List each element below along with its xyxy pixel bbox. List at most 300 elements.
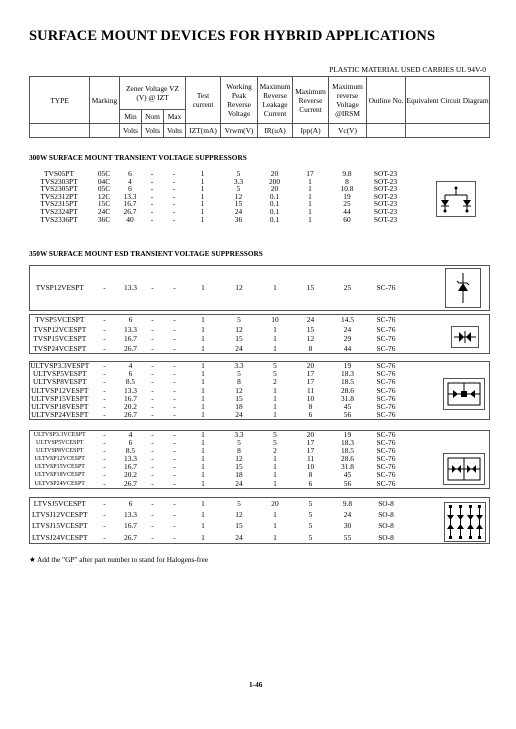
cell-type: TVS2324PT (40, 207, 78, 216)
cell-vz-min: 26.7 (124, 343, 137, 353)
table-row (30, 498, 490, 510)
cell-ipp: 8 (308, 471, 313, 480)
circuit-diagram-sot23 (436, 181, 476, 217)
cell-vz-min: 6 (128, 170, 132, 178)
cell-outline: SC-76 (376, 471, 396, 480)
cell-diagram (406, 431, 490, 440)
cell-test-current: 1 (201, 479, 205, 488)
cell-vz-nom: - (151, 386, 154, 395)
unit-vc: Vc(V) (329, 124, 367, 138)
cell-ipp: 11 (306, 386, 315, 395)
cell-vz-nom: - (151, 411, 154, 420)
col-outline: Outline No. (367, 77, 406, 124)
cell-ir: 5 (273, 430, 277, 439)
cell-vz-min: 26.7 (124, 479, 137, 488)
cell-vz-nom: - (150, 185, 154, 193)
cell-test-current: 1 (201, 463, 205, 472)
cell-outline: SC-76 (376, 455, 396, 464)
cell-vz-min: 6 (128, 439, 133, 448)
cell-ir: 20 (270, 185, 279, 193)
cell-marking: - (103, 370, 106, 379)
cell-vz-max: - (172, 207, 176, 216)
unit-izt: IZT(mA) (186, 124, 221, 138)
cell-vc: 18.3 (341, 439, 354, 448)
cell-vz-nom: - (151, 283, 154, 292)
cell-vrwm: 18 (235, 403, 243, 412)
cell-vz-min: 20.2 (124, 403, 137, 412)
cell-vz-max: - (173, 343, 176, 353)
cell-test-current: 1 (201, 510, 205, 520)
cell-vz-nom: - (151, 439, 154, 448)
cell-vrwm: 3.3 (233, 177, 244, 186)
cell-ipp: 12 (306, 334, 315, 344)
device-group-1 (29, 170, 489, 223)
cell-type: ULTVSP3.3VCESPT (33, 432, 86, 438)
cell-vc: 29 (343, 334, 352, 344)
cell-vrwm: 5 (237, 370, 241, 379)
cell-vz-nom: - (151, 455, 154, 464)
cell-ipp: 1 (308, 177, 312, 186)
cell-type: TVSP5VCESPT (35, 315, 85, 324)
cell-ir: 1 (273, 283, 277, 292)
cell-outline: SC-76 (376, 394, 396, 403)
table-row (30, 509, 490, 520)
cell-vrwm: 12 (234, 192, 243, 201)
cell-ipp: 6 (308, 411, 313, 420)
cell-test-current: 1 (201, 394, 205, 403)
cell-vz-min: 4 (128, 361, 133, 370)
cell-ipp: 5 (308, 532, 313, 542)
cell-ipp: 20 (306, 430, 315, 439)
cell-type: LTVSJ12VCESPT (31, 510, 88, 520)
cell-vc: 44 (343, 207, 351, 216)
cell-vz-nom: - (151, 343, 154, 353)
cell-outline: SOT-23 (373, 200, 398, 208)
circuit-diagram-tvsp-vcespt (451, 326, 479, 348)
cell-type: TVS2305PT (40, 185, 78, 193)
cell-outline: SC-76 (376, 343, 396, 353)
cell-vz-min: 13.3 (123, 192, 137, 201)
cell-test-current: 1 (201, 378, 205, 387)
cell-test-current: 1 (201, 283, 205, 292)
plastic-material-note: PLASTIC MATERIAL USED CARRIES UL 94V-0 (329, 65, 486, 74)
cell-ipp: 5 (308, 521, 313, 531)
cell-vz-min: 16.7 (124, 334, 137, 344)
cell-test-current: 1 (200, 192, 205, 201)
cell-vrwm: 12 (235, 455, 243, 464)
cell-ipp: 24 (306, 315, 315, 324)
cell-vz-max: - (173, 403, 176, 412)
cell-vz-max: - (173, 521, 176, 531)
cell-vz-nom: - (151, 447, 154, 456)
cell-vc: 55 (343, 532, 352, 542)
cell-vrwm: 12 (235, 510, 243, 520)
cell-vz-max: - (172, 200, 176, 208)
cell-vz-max: - (172, 170, 176, 178)
cell-vrwm: 5 (237, 439, 241, 448)
cell-type: ULTVSP8VESPT (32, 378, 87, 387)
cell-vz-nom: - (151, 430, 154, 439)
cell-vc: 24 (343, 324, 352, 334)
cell-vc: 60 (343, 215, 351, 224)
cell-outline: SOT-23 (373, 207, 398, 216)
cell-type: ULTVSP12VCESPT (34, 456, 85, 463)
cell-outline: SC-76 (376, 411, 396, 420)
cell-vrwm: 24 (235, 532, 243, 542)
cell-ir: 1 (273, 334, 277, 344)
cell-type: ULTVSP3.3VESPT (30, 361, 90, 370)
cell-ipp: 1 (308, 192, 312, 201)
cell-outline: SC-76 (376, 386, 396, 395)
col-max: Max (164, 110, 186, 124)
circuit-diagram-tvsp12vespt (445, 268, 481, 308)
cell-type: TVS2312PT (40, 192, 78, 201)
cell-ipp: 1 (308, 200, 312, 208)
table-row (29, 200, 489, 208)
cell-marking: - (103, 455, 106, 464)
cell-vz-max: - (173, 324, 176, 334)
col-marking: Marking (90, 77, 120, 124)
cell-vrwm: 18 (235, 471, 243, 480)
cell-type: ULTVSP15VESPT (31, 394, 89, 403)
cell-test-current: 1 (201, 439, 205, 448)
cell-test-current: 1 (201, 471, 205, 480)
cell-ir: 1 (273, 324, 277, 334)
table-row (30, 334, 490, 344)
cell-type: ULTVSP15VCESPT (34, 464, 85, 471)
cell-ir: 5 (273, 439, 277, 448)
unit-volts-nom: Volts (142, 124, 164, 138)
table-row (30, 411, 490, 420)
cell-outline: SC-76 (376, 334, 396, 344)
cell-vz-max: - (173, 510, 176, 520)
cell-test-current: 1 (201, 315, 205, 324)
cell-vrwm: 3.3 (234, 430, 244, 439)
col-equivalent-circuit: Equivalent Circuit Diagram (406, 77, 490, 124)
cell-marking: - (103, 430, 106, 439)
cell-test-current: 1 (200, 185, 205, 193)
cell-vz-max: - (173, 447, 176, 456)
cell-ipp: 8 (308, 343, 313, 353)
cell-vz-nom: - (151, 510, 154, 520)
cell-test-current: 1 (201, 447, 205, 456)
table-row (30, 378, 490, 386)
col-type: TYPE (30, 77, 90, 124)
cell-diagram (406, 411, 490, 420)
cell-vz-nom: - (151, 521, 154, 531)
cell-vz-max: - (173, 394, 176, 403)
page-number: 1-46 (249, 680, 263, 689)
table-row (30, 480, 490, 489)
cell-outline: SC-76 (376, 463, 396, 472)
cell-vz-nom: - (151, 315, 154, 324)
cell-vrwm: 5 (236, 185, 241, 193)
cell-vz-min: 13.3 (124, 455, 137, 464)
cell-vz-min: 13.3 (124, 510, 137, 520)
cell-vz-max: - (172, 177, 176, 186)
cell-vz-nom: - (151, 334, 154, 344)
cell-marking: - (103, 463, 106, 472)
unit-equivalent (406, 124, 490, 138)
col-leakage-current: Maximum Reverse Leakage Current (258, 77, 293, 124)
cell-vc: 19 (343, 430, 352, 439)
circuit-diagram-ultvsp-vespt (443, 378, 485, 410)
cell-vc: 24 (343, 510, 352, 520)
cell-marking: - (103, 532, 106, 542)
cell-vrwm: 24 (234, 207, 243, 216)
cell-type: TVSP24VCESPT (33, 343, 87, 353)
cell-marking: - (103, 471, 106, 480)
col-min: Min (120, 110, 142, 124)
cell-vz-min: 6 (128, 370, 133, 379)
cell-vz-min: 6 (128, 499, 133, 508)
cell-marking: - (103, 479, 106, 488)
cell-ir: 1 (273, 479, 277, 488)
cell-marking: - (103, 447, 106, 456)
cell-outline: SOT-23 (373, 170, 398, 178)
cell-ir: 1 (273, 521, 277, 531)
cell-type: ULTVSP24VESPT (31, 411, 89, 420)
cell-type: TVS2336PT (40, 215, 78, 224)
cell-vc: 9.8 (342, 170, 352, 178)
cell-vz-min: 6 (128, 185, 132, 193)
cell-vrwm: 8 (237, 378, 241, 387)
cell-outline: SC-76 (376, 370, 396, 379)
table-row (29, 208, 489, 216)
cell-vrwm: 15 (235, 521, 243, 531)
cell-vz-max: - (173, 455, 176, 464)
cell-outline: SOT-23 (373, 215, 398, 224)
cell-vz-max: - (173, 499, 176, 508)
cell-ir: 1 (273, 455, 277, 464)
cell-ipp: 10 (306, 463, 315, 472)
cell-vz-nom: - (150, 200, 154, 208)
cell-ipp: 10 (306, 394, 315, 403)
cell-vz-max: - (172, 185, 176, 193)
cell-ir: 1 (273, 403, 277, 412)
cell-ipp: 20 (306, 361, 315, 370)
cell-vc: 56 (343, 479, 352, 488)
cell-test-current: 1 (201, 411, 205, 420)
cell-ipp: 17 (306, 447, 315, 456)
cell-ipp: 1 (308, 207, 312, 216)
cell-vrwm: 15 (235, 334, 243, 344)
cell-outline: SC-76 (376, 447, 396, 456)
cell-vz-nom: - (151, 370, 154, 379)
table-row (30, 431, 490, 440)
cell-vz-nom: - (151, 532, 154, 542)
cell-vc: 45 (343, 403, 352, 412)
cell-diagram (405, 170, 489, 178)
cell-type: ULTVSP5VESPT (32, 370, 87, 379)
unit-type (30, 124, 90, 138)
cell-vc: 8 (345, 177, 349, 186)
cell-vrwm: 12 (235, 324, 243, 334)
cell-outline: SO-8 (378, 532, 394, 542)
cell-ipp: 11 (306, 455, 315, 464)
col-test-current: Test current (186, 77, 221, 124)
cell-vz-max: - (172, 215, 176, 224)
cell-vz-min: 6 (128, 315, 133, 324)
table-row (30, 370, 490, 378)
table-row (29, 170, 489, 178)
col-reverse-current: Maximum Reverse Current (293, 77, 329, 124)
cell-vz-min: 4 (128, 430, 133, 439)
cell-marking: - (103, 499, 106, 508)
table-row (30, 344, 490, 354)
cell-vc: 45 (343, 471, 352, 480)
cell-diagram (406, 315, 490, 325)
cell-diagram (406, 439, 490, 447)
cell-type: ULTVSP12VESPT (31, 386, 89, 395)
cell-outline: SC-76 (376, 361, 396, 370)
cell-vc: 28.6 (341, 386, 354, 395)
cell-vz-nom: - (150, 215, 154, 224)
cell-ir: 20 (270, 170, 279, 178)
cell-vc: 31.8 (341, 394, 354, 403)
cell-vz-min: 13.3 (124, 386, 137, 395)
cell-type: TVS05PT (44, 170, 74, 178)
cell-ir: 1 (273, 532, 277, 542)
cell-ir: 1 (273, 343, 277, 353)
cell-vz-max: - (173, 479, 176, 488)
cell-marking: 36C (97, 215, 111, 224)
cell-marking: - (103, 343, 106, 353)
cell-vz-nom: - (151, 499, 154, 508)
cell-ipp: 17 (306, 370, 315, 379)
table-row (29, 178, 489, 186)
cell-vc: 9.8 (342, 499, 353, 508)
cell-outline: SC-76 (376, 430, 396, 439)
cell-ir: 2 (273, 447, 277, 456)
col-reverse-voltage: Maximum reverse Voltage @IRSM (329, 77, 367, 124)
circuit-diagram-ultvsp-vcespt (443, 453, 485, 485)
cell-ir: 0.1 (269, 200, 280, 208)
cell-test-current: 1 (201, 370, 205, 379)
table-row (30, 403, 490, 411)
cell-vz-nom: - (150, 170, 154, 178)
cell-ir: 10 (271, 315, 279, 324)
table-row (29, 193, 489, 201)
page-title: SURFACE MOUNT DEVICES FOR HYBRID APPLICATIONS (29, 28, 436, 44)
cell-marking: - (103, 394, 106, 403)
cell-ir: 0.1 (269, 192, 280, 201)
table-row (30, 387, 490, 395)
cell-vz-nom: - (151, 403, 154, 412)
cell-ir: 5 (273, 370, 277, 379)
cell-vz-min: 16.7 (123, 200, 137, 208)
cell-vz-min: 13.3 (124, 324, 137, 334)
cell-test-current: 1 (201, 521, 205, 531)
cell-marking: - (103, 411, 106, 420)
cell-ir: 1 (273, 510, 277, 520)
cell-vz-min: 4 (128, 177, 132, 186)
cell-ipp: 8 (308, 403, 313, 412)
table-row (30, 362, 490, 371)
cell-vz-max: - (173, 430, 176, 439)
cell-ipp: 1 (308, 215, 312, 224)
cell-vz-max: - (173, 532, 176, 542)
cell-vz-max: - (173, 361, 176, 370)
cell-ir: 200 (268, 177, 281, 186)
cell-marking: 05C (97, 185, 111, 193)
cell-vrwm: 24 (235, 479, 243, 488)
cell-vrwm: 15 (235, 463, 243, 472)
cell-marking: - (103, 361, 106, 370)
cell-ipp: 15 (306, 324, 315, 334)
cell-vc: 25 (343, 200, 351, 208)
cell-vz-nom: - (150, 207, 154, 216)
cell-outline: SC-76 (376, 315, 396, 324)
table-row (30, 447, 490, 455)
cell-vz-max: - (173, 411, 176, 420)
cell-test-current: 1 (201, 324, 205, 334)
cell-test-current: 1 (201, 343, 205, 353)
cell-marking: - (103, 283, 106, 292)
cell-test-current: 1 (200, 200, 205, 208)
cell-vz-nom: - (151, 463, 154, 472)
cell-vc: 25 (343, 283, 352, 292)
cell-type: LTVSJ15VCESPT (31, 521, 88, 531)
cell-type: LTVSJ5VCESPT (33, 499, 86, 508)
cell-marking: 24C (97, 207, 111, 216)
cell-vz-nom: - (151, 394, 154, 403)
cell-test-current: 1 (201, 403, 205, 412)
cell-vrwm: 8 (237, 447, 241, 456)
cell-vz-min: 26.7 (124, 532, 137, 542)
cell-type: TVSP12VESPT (35, 283, 84, 292)
cell-ir: 0.1 (269, 215, 280, 224)
device-group-4 (29, 361, 490, 420)
cell-type: ULTVSP18VCESPT (34, 472, 85, 479)
unit-outline (367, 124, 406, 138)
cell-vz-max: - (172, 192, 176, 201)
section-350w-title: 350W SURFACE MOUNT ESD TRANSIENT VOLTAGE SUPPRESSORS (29, 249, 263, 258)
cell-vc: 31.8 (341, 463, 354, 472)
circuit-diagram-ltvsj-so8 (444, 502, 486, 542)
cell-vz-min: 26.7 (124, 411, 137, 420)
cell-vz-max: - (173, 370, 176, 379)
cell-ipp: 1 (308, 185, 312, 193)
cell-outline: SO-8 (378, 499, 394, 508)
cell-vrwm: 24 (235, 343, 243, 353)
cell-ipp: 5 (308, 499, 313, 508)
device-group-3 (29, 314, 490, 354)
cell-vz-nom: - (151, 361, 154, 370)
cell-ir: 1 (273, 463, 277, 472)
table-row (30, 315, 490, 325)
cell-ir: 5 (273, 361, 277, 370)
cell-type: ULTVSP18VESPT (31, 403, 89, 412)
cell-ir: 1 (273, 411, 277, 420)
table-row (30, 325, 490, 335)
unit-marking (90, 124, 120, 138)
cell-vrwm: 5 (237, 499, 241, 508)
table-row (30, 455, 490, 463)
cell-vz-max: - (173, 463, 176, 472)
cell-vz-nom: - (151, 471, 154, 480)
cell-ir: 1 (273, 471, 277, 480)
cell-vz-nom: - (151, 479, 154, 488)
cell-vrwm: 15 (234, 200, 243, 208)
cell-type: ULTVSP8VCESPT (36, 448, 84, 455)
cell-test-current: 1 (200, 177, 205, 186)
col-working-voltage: Working Peak Reverse Voltage (221, 77, 258, 124)
cell-vz-nom: - (150, 177, 154, 186)
cell-vz-min: 26.7 (123, 207, 137, 216)
cell-vz-min: 16.7 (124, 394, 137, 403)
cell-marking: - (103, 378, 106, 387)
